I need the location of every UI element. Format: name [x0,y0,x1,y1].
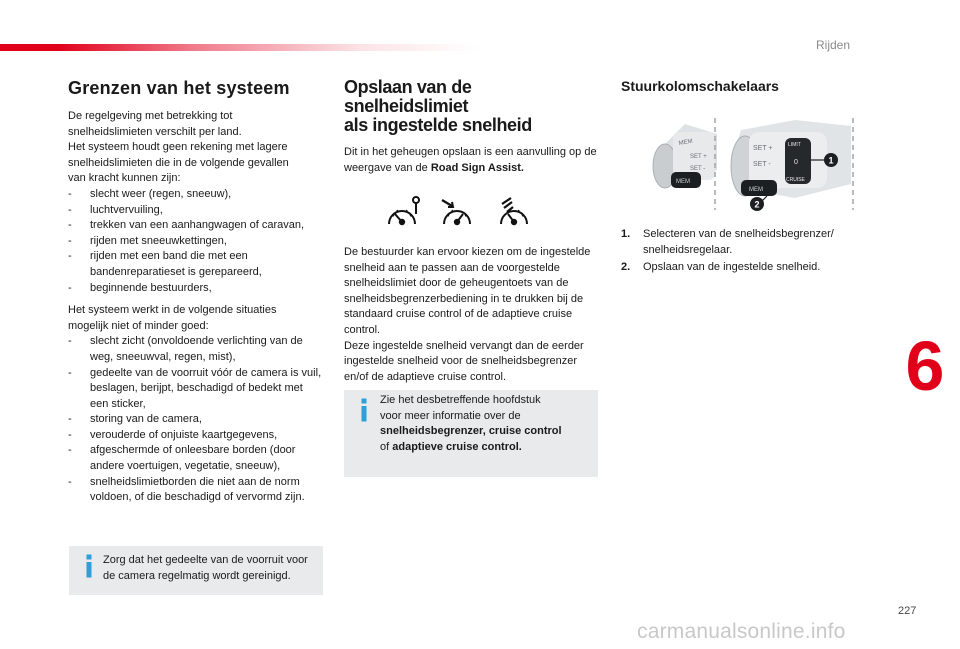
list-item: - slecht zicht (onvoldoende verlichting van de weg, sneeuwval, regen, mist), [68,335,303,363]
info-icon [357,398,371,422]
weather-limits-list [68,187,324,296]
conditions-intro-line: Het systeem werkt in de volgende situaties [68,304,277,317]
list-item: - luchtvervuiling, [68,203,163,216]
list-item: - gedeelte van de voorruit vóór de camera is vuil, beslagen, berijpt, beschadigd of bedekt met een sticker, [68,366,322,410]
svg-text:SET +: SET + [753,145,773,152]
list-item: - beginnende bestuurders, [68,281,212,294]
limits-intro-line: van kracht kunnen zijn: [68,172,181,185]
list-item: 2. Opslaan van de ingestelde snelheid. [621,261,821,273]
left-stalk-illustration [653,124,717,188]
list-item: - storing van de camera, [68,413,202,426]
store-speed-body [344,245,600,385]
note-line: Zie het desbetreffende hoofdstuk [380,394,541,406]
section-title: Rijden [816,38,851,52]
list-item: - rijden met een band die met een bandenreparatieset is gerepareerd, [68,250,262,278]
steering-switches-heading: Stuurkolomschakelaars [621,78,779,94]
list-item: - verouderde of onjuiste kaartgegevens, [68,428,278,441]
list-item: - rijden met sneeuwkettingen, [68,234,227,247]
limits-heading: Grenzen van het systeem [68,78,290,98]
svg-text:MEM: MEM [676,179,690,185]
svg-text:1: 1 [828,155,834,166]
body-line: standaard cruise control of de adaptieve cruise [344,308,573,321]
svg-text:SET -: SET - [690,166,706,172]
body-line: control. [344,323,381,336]
svg-text:SET +: SET + [690,154,707,160]
chapter-number: 6 [905,327,945,405]
list-item: - afgeschermde of onleesbare borden (door andere voertuigen, vegetatie, sneeuw), [68,444,296,473]
svg-text:LIMIT: LIMIT [788,142,801,148]
list-item: - trekken van een aanhangwagen of caravan, [68,219,305,232]
list-item: - slecht weer (regen, sneeuw), [68,187,232,200]
page-number: 227 [898,605,917,617]
svg-text:SET -: SET - [753,161,771,168]
list-item: - snelheidslimietborden die niet aan de norm voldoen, of die beschadigd of vervormd zijn. [68,475,305,504]
note-line: voor meer informatie over de [380,409,521,422]
svg-text:CRUISE: CRUISE [786,177,805,183]
svg-text:2: 2 [754,199,760,210]
adaptive-cruise-gauge-icon [501,198,527,224]
body-line: De bestuurder kan ervoor kiezen om de ingestelde [344,246,591,258]
column-limits [68,78,324,506]
limits-intro-line: snelheidslimieten verschilt per land. [68,125,242,138]
column-steering-switches [621,78,871,95]
info-note-camera [69,546,323,595]
svg-text:MEM: MEM [678,138,694,147]
steering-switch-list [621,226,871,276]
heading-line: als ingestelde snelheid [344,115,532,135]
steering-column-switch-illustration [645,114,867,214]
body-line: snelheidsbegrenzerbediening in te drukken bij de [344,292,584,305]
body-line: snelheid aan te passen aan de voorgestelde [344,261,560,274]
conditions-list [68,334,324,506]
body-line: snelheidslimiet door de geheugentoets van de [344,277,569,290]
svg-text:0: 0 [794,159,798,166]
info-icon [82,554,96,578]
body-line: Deze ingestelde snelheid vervangt dan de eerder [344,339,584,352]
limits-intro-line: De regelgeving met betrekking tot [68,110,233,122]
store-speed-heading [344,78,600,135]
body-line: en/of de adaptieve cruise control. [344,370,507,383]
svg-text:MEM: MEM [749,187,763,193]
column-store-speed [344,78,600,176]
note-line: Zorg dat het gedeelte van de voorruit voor [103,554,308,566]
body-line: ingestelde snelheid voor de snelheidsbegrenzer [344,355,577,368]
note-line: de camera regelmatig wordt gereinigd. [103,569,291,582]
note-line: snelheidsbegrenzer, cruise control [380,425,562,438]
info-note-reference [344,390,598,477]
heading-line: Opslaan van de snelheidslimiet [344,77,472,116]
right-stalk-illustration [731,120,851,211]
note-line: of adaptieve cruise control. [380,440,522,453]
store-speed-intro: Dit in het geheugen opslaan is een aanvulling op de weergave van de Road Sign Assist. [344,146,597,174]
speed-limit-gauge-icon [389,197,419,224]
speed-gauge-icons [385,194,545,236]
limits-intro-line: snelheidslimieten die in de volgende gevallen [68,156,289,169]
limits-intro-line: Het systeem houdt geen rekening met lagere [68,141,288,154]
road-sign-assist-term: Road Sign Assist. [430,161,524,174]
watermark: carmanualsonline.info [637,620,846,643]
list-item: 1. Selecteren van de snelheidsbegrenzer/ snelheidsregelaar. [621,228,834,256]
conditions-intro-line: mogelijk niet of minder goed: [68,319,209,332]
header-accent-bar [0,44,480,51]
cruise-control-gauge-icon [442,200,470,224]
